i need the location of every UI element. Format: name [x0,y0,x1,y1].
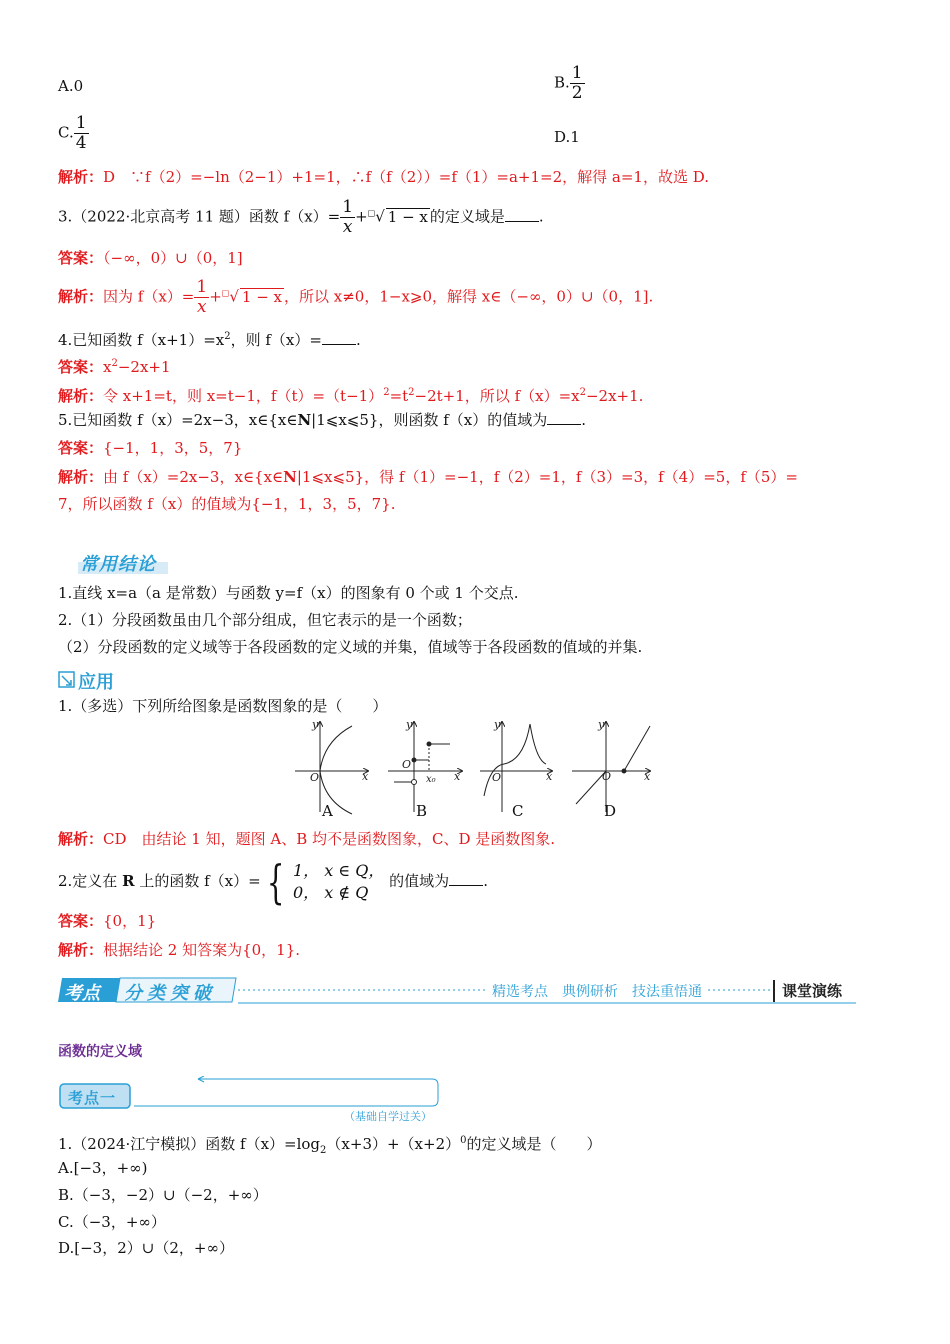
graph-label-b: B [416,802,428,820]
question-4: 4.已知函数 $f(x+1)=x^2$，则 f（x）= . [58,331,361,349]
option-a: A.0 [58,77,84,95]
kaodian-option-c: C.（−3，+∞） [58,1213,166,1231]
analysis-5: 解析：由 f（x）=2x−3，x∈{x∈N|1⩽x⩽5}，得 f（1）=−1，f（2）=1，f（3）=3，f（4）=5，f（5）= [58,468,798,486]
option-c: C. $\frac{1}{4}$ [58,113,87,153]
apply-question-2: 2.定义在 R 上的函数 f（x）= { 1， x ∈ Q， 0， x ∉ Q 的值域为 . [58,855,488,909]
graph-b-origin: O [402,758,412,771]
answer-3: 答案：（−∞，0）∪（0，1] [58,249,243,267]
graph-c-x-label: x [546,770,553,783]
kaodian-option-d: D.[−3，2）∪（2，+∞） [58,1239,234,1257]
conclusion-2: 2.（1）分段函数虽由几个部分组成，但它表示的是一个函数； [58,611,472,629]
graph-b-x-label: x [454,770,461,783]
graph-c-origin: O [492,771,502,784]
graph-a [295,718,369,814]
kaodian-option-a: A.[−3，+∞) [58,1159,148,1177]
graph-label-c: C [512,802,524,820]
kaodian-option-b: B.（−3，−2）∪（−2，+∞） [58,1186,268,1204]
graph-label-a: A [322,802,333,820]
graph-d-origin: O [602,770,612,783]
option-d: D.1 [554,128,580,146]
answer-5: 答案：{−1，1，3，5，7} [58,439,243,457]
apply-answer-2: 答案：{0，1} [58,912,157,930]
kaodian-header: 考点一 （基础自学过关） [58,1076,444,1126]
question-5: 5.已知函数 f（x）=2x−3，x∈{x∈N|1⩽x⩽5}，则函数 f（x）的值域为 . [58,411,587,429]
option-b: B. $\frac{1}{2}$ [554,63,583,103]
graph-a-origin: O [310,771,320,784]
graph-label-d: D [604,802,617,820]
graph-d-x-label: x [644,770,651,783]
question-3: 3.（2022·北京高考 11 题）函数 f（x）= $\frac{1}{x}$ +□√ 1 − x 的定义域是 . [58,197,544,237]
graph-b-x0-label: x₀ [426,774,436,785]
section-title: 函数的定义域 [58,1044,142,1060]
graph-a-y-label: y [312,718,319,731]
graph-a-x-label: x [362,770,369,783]
analysis-2: 解析：D ∵f（2）=−ln（2−1）+1=1，∴f（f（2））=f（1）=a+1=2，解得 a=1，故选 D. [58,168,710,186]
analysis-4: 解析：令 x+1=t，则 x=t−1，$f(t)=(t-1)^2=t^2-2t+1$，所以 $f(x)=x^2-2x+1$. [58,387,644,405]
graph-c [480,718,553,812]
analysis-5-line2: 7，所以函数 f（x）的值域为{−1，1，3，5，7}. [58,495,396,513]
conclusion-2b: （2）分段函数的定义域等于各段函数的定义域的并集，值域等于各段函数的值域的并集. [58,638,643,656]
graph-b-y-label: y [406,718,413,731]
graph-c-y-label: y [494,718,501,731]
apply-analysis-2: 解析：根据结论 2 知答案为{0，1}. [58,941,301,959]
kaodian-question-1: 1.（2024·江宁模拟）函数 $f(x)=\log_2(x+3)+(x+2)^0$的定义域是（ ） [58,1135,602,1156]
graph-d [572,718,651,812]
apply-analysis-1: 解析：CD 由结论 1 知，题图 A、B 均不是函数图象，C、D 是函数图象. [58,830,556,848]
graph-b [388,718,462,812]
apply-question-1: 1.（多选）下列所给图象是函数图象的是（ ） [58,697,388,715]
answer-4: 答案：$x^2-2x+1$ [58,358,171,376]
analysis-3: 解析：因为 f（x）= $\frac{1}{x}$ +□√ 1 − x ，所以 x≠0，1−x⩾0，解得 x∈（−∞，0）∪（0，1]. [58,277,654,317]
graph-d-y-label: y [598,718,605,731]
common-conclusion-badge: 常用结论 [58,548,170,576]
pencil-icon [58,671,76,689]
conclusion-1: 1.直线 x=a（a 是常数）与函数 y=f（x）的图象有 0 个或 1 个交点. [58,584,519,602]
section-banner: 考点 分类突破 精选考点 典例研析 技法重悟通 课堂演练 [58,976,858,1006]
